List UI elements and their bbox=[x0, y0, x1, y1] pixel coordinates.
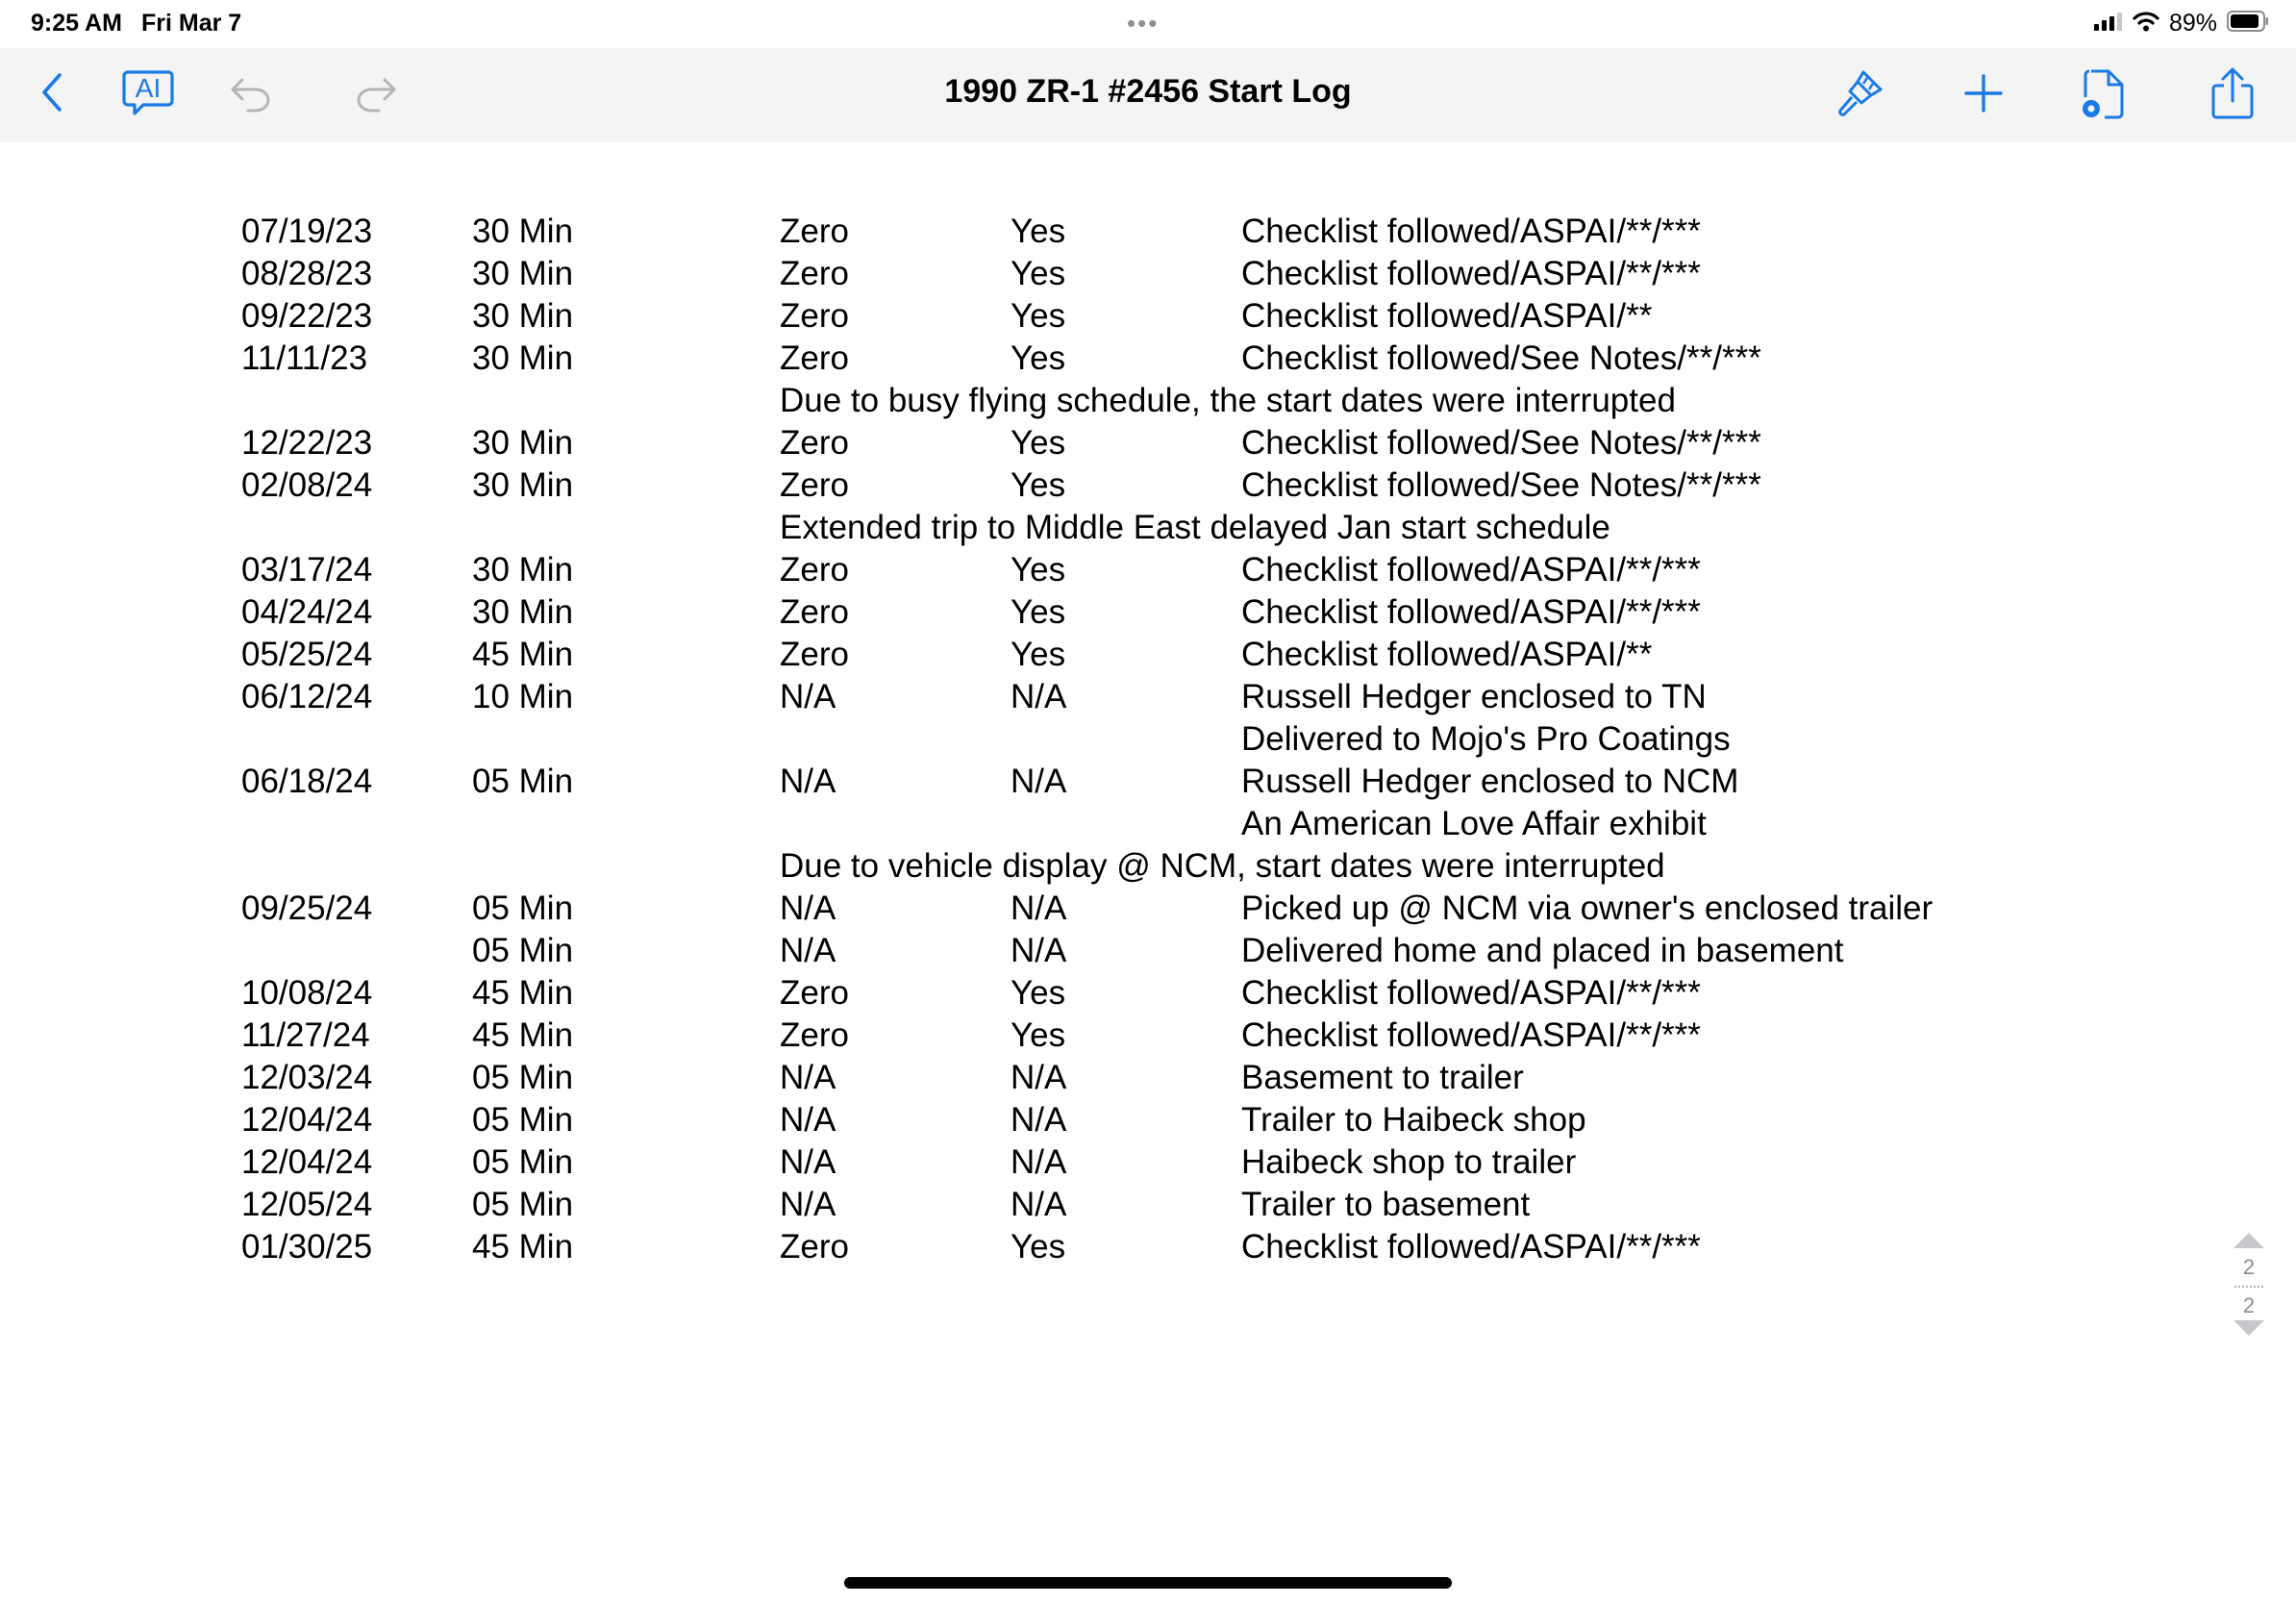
log-oil-pressure: Zero bbox=[780, 551, 849, 589]
log-duration: 30 Min bbox=[472, 551, 574, 589]
log-duration: 05 Min bbox=[472, 1059, 574, 1096]
log-oil-pressure: Zero bbox=[780, 1228, 849, 1266]
log-note: Checklist followed/See Notes/**/*** bbox=[1241, 339, 1761, 377]
log-duration: 05 Min bbox=[472, 890, 574, 927]
log-status: Yes bbox=[1011, 636, 1066, 673]
status-bar bbox=[0, 0, 2296, 48]
log-duration: 45 Min bbox=[472, 1016, 574, 1054]
log-status: Yes bbox=[1011, 1228, 1066, 1266]
log-oil-pressure: Zero bbox=[780, 636, 849, 673]
log-date: 04/24/24 bbox=[241, 593, 373, 631]
log-note: Russell Hedger enclosed to NCM bbox=[1241, 763, 1739, 800]
log-status: Yes bbox=[1011, 424, 1066, 462]
log-oil-pressure: N/A bbox=[780, 763, 836, 800]
log-status: Yes bbox=[1011, 339, 1066, 377]
log-date: 09/25/24 bbox=[241, 890, 373, 927]
log-duration: 05 Min bbox=[472, 1101, 574, 1139]
log-status: N/A bbox=[1011, 1143, 1067, 1181]
log-note: Checklist followed/See Notes/**/*** bbox=[1241, 466, 1761, 504]
log-date: 07/19/23 bbox=[241, 213, 373, 250]
log-oil-pressure: N/A bbox=[780, 1101, 836, 1139]
log-oil-pressure: Zero bbox=[780, 339, 849, 377]
log-annotation: Due to vehicle display @ NCM, start dates were interrupted bbox=[780, 847, 1665, 885]
page-up-icon[interactable] bbox=[2227, 1231, 2271, 1255]
log-date: 06/18/24 bbox=[241, 763, 373, 800]
log-duration: 05 Min bbox=[472, 763, 574, 800]
status-indicators bbox=[2094, 8, 2269, 38]
log-status: Yes bbox=[1011, 297, 1066, 335]
log-note: Checklist followed/ASPAI/**/*** bbox=[1241, 593, 1701, 631]
log-note: Delivered to Mojo's Pro Coatings bbox=[1241, 720, 1731, 758]
log-date: 03/17/24 bbox=[241, 551, 373, 589]
log-status: Yes bbox=[1011, 551, 1066, 589]
log-date: 06/12/24 bbox=[241, 678, 373, 715]
log-note: Russell Hedger enclosed to TN bbox=[1241, 678, 1707, 715]
log-status: Yes bbox=[1011, 974, 1066, 1012]
log-oil-pressure: N/A bbox=[780, 1059, 836, 1096]
log-duration: 30 Min bbox=[472, 424, 574, 462]
log-status: Yes bbox=[1011, 466, 1066, 504]
log-annotation: Due to busy flying schedule, the start dates were interrupted bbox=[780, 382, 1676, 419]
log-note: Checklist followed/ASPAI/** bbox=[1241, 297, 1653, 335]
log-note: Checklist followed/ASPAI/**/*** bbox=[1241, 551, 1701, 589]
page-separator bbox=[2234, 1286, 2263, 1288]
signal-icon bbox=[2094, 12, 2123, 36]
current-page: 2 bbox=[2242, 1255, 2256, 1279]
log-date: 12/04/24 bbox=[241, 1101, 373, 1139]
log-date: 12/05/24 bbox=[241, 1186, 373, 1223]
log-duration: 10 Min bbox=[472, 678, 574, 715]
log-date: 12/04/24 bbox=[241, 1143, 373, 1181]
log-note: Checklist followed/ASPAI/**/*** bbox=[1241, 974, 1701, 1012]
log-date: 10/08/24 bbox=[241, 974, 373, 1012]
log-oil-pressure: Zero bbox=[780, 213, 849, 250]
log-oil-pressure: N/A bbox=[780, 678, 836, 715]
log-oil-pressure: N/A bbox=[780, 932, 836, 969]
log-annotation: Extended trip to Middle East delayed Jan start schedule bbox=[780, 509, 1610, 546]
home-indicator[interactable] bbox=[844, 1577, 1452, 1589]
log-date: 01/30/25 bbox=[241, 1228, 373, 1266]
wifi-icon bbox=[2133, 11, 2159, 37]
log-oil-pressure: N/A bbox=[780, 1186, 836, 1223]
status-date: Fri Mar 7 bbox=[141, 10, 242, 37]
page-down-icon[interactable] bbox=[2227, 1318, 2271, 1342]
log-status: N/A bbox=[1011, 678, 1067, 715]
log-status: N/A bbox=[1011, 1059, 1067, 1096]
log-oil-pressure: Zero bbox=[780, 255, 849, 292]
log-duration: 30 Min bbox=[472, 339, 574, 377]
log-date: 05/25/24 bbox=[241, 636, 373, 673]
log-date: 11/27/24 bbox=[241, 1016, 370, 1054]
log-duration: 45 Min bbox=[472, 1228, 574, 1266]
log-note: Checklist followed/ASPAI/**/*** bbox=[1241, 1228, 1701, 1266]
log-duration: 05 Min bbox=[472, 1143, 574, 1181]
log-duration: 30 Min bbox=[472, 466, 574, 504]
log-date: 09/22/23 bbox=[241, 297, 373, 335]
log-duration: 30 Min bbox=[472, 255, 574, 292]
log-date: 02/08/24 bbox=[241, 466, 373, 504]
log-note: Basement to trailer bbox=[1241, 1059, 1524, 1096]
log-duration: 45 Min bbox=[472, 636, 574, 673]
log-note: Checklist followed/ASPAI/**/*** bbox=[1241, 1016, 1701, 1054]
log-status: N/A bbox=[1011, 890, 1067, 927]
log-note: Trailer to basement bbox=[1241, 1186, 1531, 1223]
log-duration: 30 Min bbox=[472, 213, 574, 250]
log-note: Checklist followed/ASPAI/**/*** bbox=[1241, 255, 1701, 292]
log-date: 12/22/23 bbox=[241, 424, 373, 462]
log-oil-pressure: Zero bbox=[780, 974, 849, 1012]
status-time: 9:25 AM bbox=[31, 10, 122, 37]
ai-label: AI bbox=[135, 73, 162, 103]
log-duration: 45 Min bbox=[472, 974, 574, 1012]
log-status: Yes bbox=[1011, 213, 1066, 250]
log-date: 11/11/23 bbox=[241, 339, 368, 377]
log-note: Checklist followed/ASPAI/** bbox=[1241, 636, 1653, 673]
log-status: N/A bbox=[1011, 932, 1067, 969]
log-status: N/A bbox=[1011, 1186, 1067, 1223]
log-date: 08/28/23 bbox=[241, 255, 373, 292]
log-oil-pressure: Zero bbox=[780, 297, 849, 335]
page-indicator[interactable] bbox=[2227, 1231, 2271, 1342]
log-status: Yes bbox=[1011, 593, 1066, 631]
log-oil-pressure: N/A bbox=[780, 1143, 836, 1181]
log-duration: 05 Min bbox=[472, 932, 574, 969]
log-status: Yes bbox=[1011, 1016, 1066, 1054]
log-status: Yes bbox=[1011, 255, 1066, 292]
document-page[interactable] bbox=[0, 142, 2296, 1604]
log-duration: 30 Min bbox=[472, 297, 574, 335]
document-title[interactable]: 1990 ZR-1 #2456 Start Log bbox=[944, 73, 1352, 110]
log-status: N/A bbox=[1011, 763, 1067, 800]
battery-icon bbox=[2227, 11, 2269, 37]
log-note: Trailer to Haibeck shop bbox=[1241, 1101, 1586, 1139]
log-oil-pressure: N/A bbox=[780, 890, 836, 927]
log-note: Checklist followed/See Notes/**/*** bbox=[1241, 424, 1761, 462]
log-note: Haibeck shop to trailer bbox=[1241, 1143, 1577, 1181]
log-note: Picked up @ NCM via owner's enclosed trailer bbox=[1241, 890, 1934, 927]
log-oil-pressure: Zero bbox=[780, 1016, 849, 1054]
log-note: Delivered home and placed in basement bbox=[1241, 932, 1844, 969]
log-oil-pressure: Zero bbox=[780, 593, 849, 631]
battery-percent: 89% bbox=[2168, 9, 2217, 37]
log-status: N/A bbox=[1011, 1101, 1067, 1139]
log-date: 12/03/24 bbox=[241, 1059, 373, 1096]
multitasking-dots-icon[interactable]: ••• bbox=[1127, 9, 1160, 38]
log-duration: 05 Min bbox=[472, 1186, 574, 1223]
total-pages: 2 bbox=[2242, 1293, 2256, 1317]
log-oil-pressure: Zero bbox=[780, 466, 849, 504]
log-duration: 30 Min bbox=[472, 593, 574, 631]
log-note: Checklist followed/ASPAI/**/*** bbox=[1241, 213, 1701, 250]
log-note: An American Love Affair exhibit bbox=[1241, 805, 1707, 842]
log-oil-pressure: Zero bbox=[780, 424, 849, 462]
